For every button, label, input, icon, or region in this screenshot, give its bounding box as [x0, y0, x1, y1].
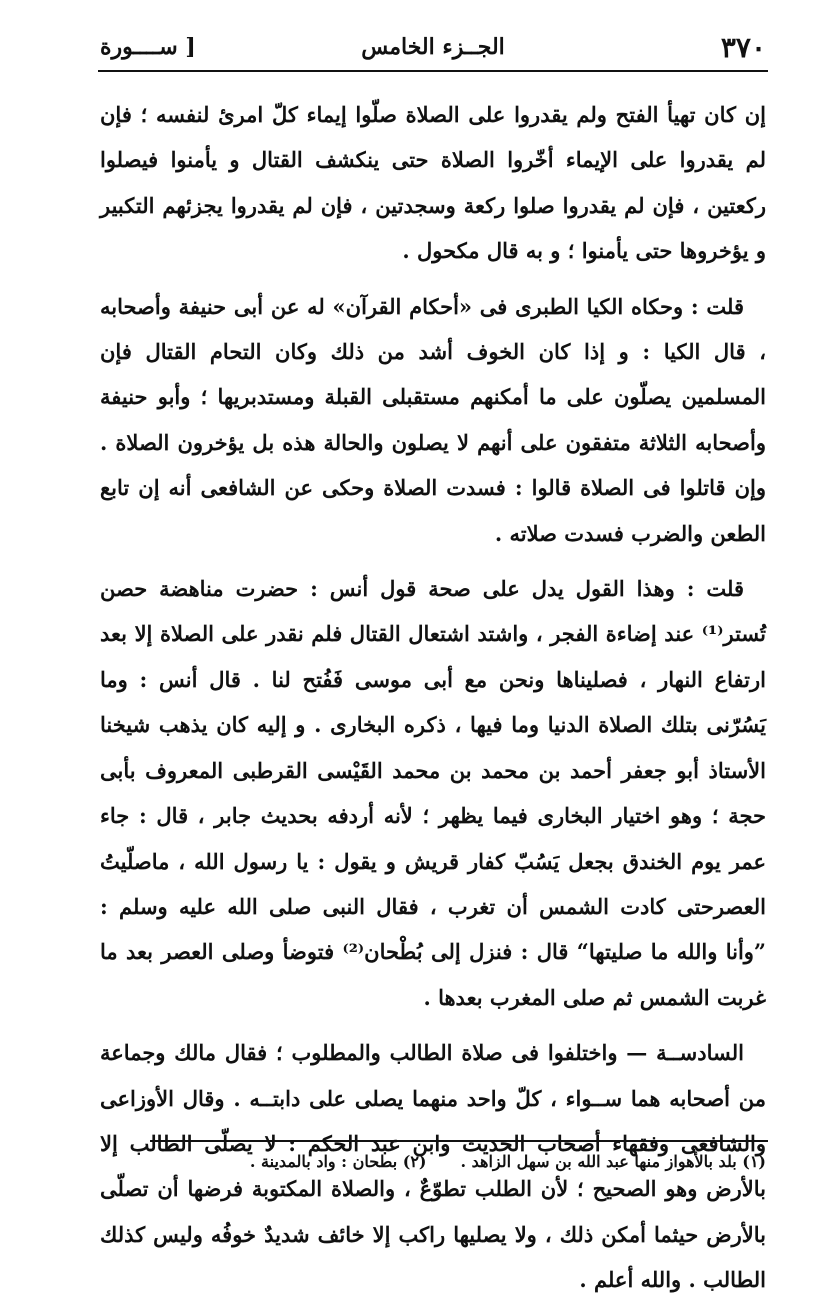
- footnotes: [150, 1152, 766, 1171]
- paragraph-3: قلت : وهذا القول يدل على صحة قول أنس : حضرت مناهضة حصن تُستر⁽¹⁾ عند إضاءة الفجر ، واشتد اشتعال القتال فلم نقدر على الصلاة إلا بعد ارتفاع النهار ، فصليناها ونحن مع أبى موسى فَفُتح لنا . قال أنس : وما يَسُرّنى بتلك الصلاة الدنيا وما فيها ، ذكره البخارى . و إليه كان يذهب شيخنا الأستاذ أبو جعفر أحمد بن محمد بن محمد القَيْسى القرطبى المعروف بأبى حجة ؛ وهو اختيار البخارى فيما يظهر ؛ لأنه أردفه بحديث جابر ، قال : جاء عمر يوم الخندق بجعل يَسُبّ كفار قريش و يقول : يا رسول الله ، ماصلّيتُ العصرحتى كادت الشمس أن تغرب ، فقال النبى صلى الله عليه وسلم : ”وأنا والله ما صليتها“ قال : فنزل إلى بُطْحان⁽²⁾ فتوضأ وصلى العصر بعد ما غربت الشمس ثم صلى المغرب بعدها .: [100, 576, 766, 1010]
- paragraph-1: إن كان تهيأ الفتح ولم يقدروا على الصلاة صلّوا إيماء كلّ امرئ لنفسه ؛ فإن لم يقدروا على الإيماء أخّروا الصلاة حتى ينكشف القتال و يأمنوا فيصلوا ركعتين ، فإن لم يقدروا صلوا ركعة وسجدتين ، فإن لم يقدروا يجزئهم التكبير و يؤخروها حتى يأمنوا ؛ و به قال مكحول .: [100, 102, 766, 264]
- page-number: ٣٧٠: [720, 30, 766, 64]
- main-text: [100, 92, 766, 1303]
- footnote-rule: [150, 1140, 768, 1142]
- paragraph-2: قلت : وحكاه الكيا الطبرى فى «أحكام القرآن» له عن أبى حنيفة وأصحابه ، قال الكيا : و إذا كان الخوف أشد من ذلك وكان التحام القتال فإن المسلمين يصلّون على ما أمكنهم مستقبلى القبلة ومستدبريها ؛ وأبو حنيفة وأصحابه الثلاثة متفقون على أنهم لا يصلون والحالة هذه بل يؤخرون الصلاة . وإن قاتلوا فى الصلاة قالوا : فسدت الصلاة وحكى عن الشافعى أنه إن تابع الطعن والضرب فسدت صلاته .: [100, 293, 766, 546]
- paragraph-4: السادســة — واختلفوا فى صلاة الطالب والمطلوب ؛ فقال مالك وجماعة من أصحابه هما ســواء ، كلّ واحد منهما يصلى على دابتــه . وقال الأوزاعى والشافعى وفقهاء أصحاب الحديث وابن عبد الحكم : لا يصلّى الطالب إلا بالأرض وهو الصحيح ؛ لأن الطلب تطوّعٌ ، والصلاة المكتوبة فرضها أن تصلّى بالأرض حيثما أمكن ذلك ، ولا يصليها راكب إلا خائف شديدٌ خوفُه وليس كذلك الطالب . والله أعلم .: [100, 1040, 766, 1293]
- running-head: الجــزء الخامس: [361, 34, 505, 60]
- footnote-2: (٢) بطحان : واد بالمدينة .: [249, 1152, 427, 1171]
- surah-label: [ ســــورة: [100, 34, 196, 60]
- header-rule: [98, 70, 768, 72]
- page-header: [100, 30, 766, 64]
- footnote-1: (١) بلد بالأهواز منها عبد الله بن سهل الزاهد .: [460, 1152, 766, 1171]
